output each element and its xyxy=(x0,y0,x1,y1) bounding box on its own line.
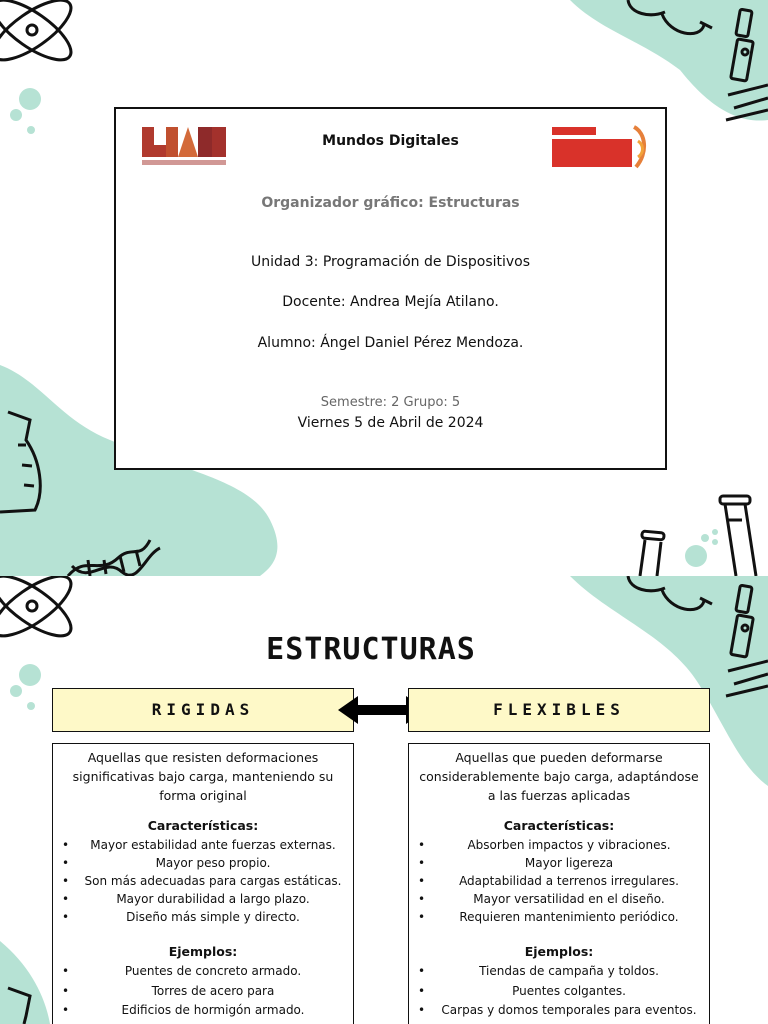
rigid-description: Aquellas que resisten deformaciones significativas bajo carga, manteniendo su forma original xyxy=(72,750,334,803)
flexible-column xyxy=(408,743,710,1024)
atom-icon xyxy=(0,0,79,70)
list-item: • Absorben impactos y vibraciones. xyxy=(409,836,709,854)
list-item: • Tiendas de campaña y toldos. xyxy=(409,962,709,982)
list-item: • Diseño más simple y directo. xyxy=(53,908,353,926)
date-label: Viernes 5 de Abril de 2024 xyxy=(297,415,484,431)
rigid-header: RIGIDAS xyxy=(52,688,354,732)
flexible-features-list xyxy=(409,836,709,926)
flexible-examples-list xyxy=(409,962,709,1021)
list-item: • Adaptabilidad a terrenos irregulares. xyxy=(409,872,709,890)
flexible-header: FLEXIBLES xyxy=(408,688,710,732)
list-item: • Requieren mantenimiento periódico. xyxy=(409,908,709,926)
semester-label: Semestre: 2 Grupo: 5 xyxy=(320,395,461,410)
flexible-examples-title: Ejemplos: xyxy=(524,944,594,959)
teacher-label: Docente: Andrea Mejía Atilano. xyxy=(282,294,499,310)
rigid-features-title: Características: xyxy=(147,818,259,833)
list-item: • Puentes colgantes. xyxy=(409,982,709,1002)
rigid-examples-title: Ejemplos: xyxy=(168,944,238,959)
flexible-features-title: Características: xyxy=(503,818,615,833)
rigid-features-list xyxy=(53,836,353,926)
course-name: Mundos Digitales xyxy=(322,133,459,149)
list-item: • Puentes de concreto armado. xyxy=(53,962,353,982)
student-label: Alumno: Ángel Daniel Pérez Mendoza. xyxy=(257,335,524,351)
list-item: • Mayor estabilidad ante fuerzas externas. xyxy=(53,836,353,854)
organizer-title: ESTRUCTURAS xyxy=(266,632,476,667)
list-item: • Mayor versatilidad en el diseño. xyxy=(409,890,709,908)
rigid-examples-list xyxy=(53,962,353,1021)
list-item: • Mayor peso propio. xyxy=(53,854,353,872)
list-item: • Mayor durabilidad a largo plazo. xyxy=(53,890,353,908)
list-item: • Torres de acero para xyxy=(53,982,353,1002)
list-item: • Carpas y domos temporales para eventos. xyxy=(409,1001,709,1021)
rigid-column xyxy=(52,743,354,1024)
organizer-page xyxy=(0,576,768,1024)
unit-label: Unidad 3: Programación de Dispositivos xyxy=(250,254,531,270)
document-subject: Organizador gráfico: Estructuras xyxy=(261,195,520,211)
list-item: • Mayor ligereza xyxy=(409,854,709,872)
list-item: • Son más adecuadas para cargas estáticas. xyxy=(53,872,353,890)
cover-card xyxy=(114,107,667,470)
flexible-description: Aquellas que pueden deformarse considerablemente bajo carga, adaptándose a las fuerzas aplicadas xyxy=(419,750,699,803)
list-item: • Edificios de hormigón armado. xyxy=(53,1001,353,1021)
